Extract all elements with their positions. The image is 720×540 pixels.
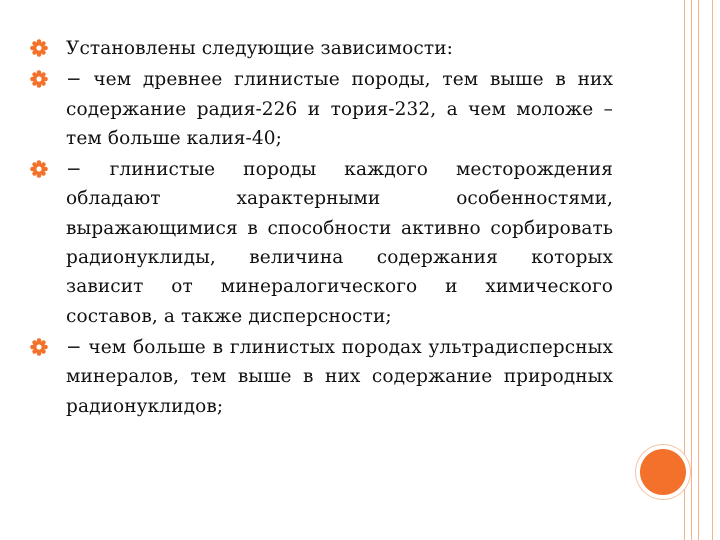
list-item — [28, 155, 613, 331]
gear-flower-icon — [28, 338, 50, 356]
list-item — [28, 34, 613, 63]
gear-flower-icon — [28, 70, 50, 88]
gear-flower-icon — [28, 160, 50, 178]
list-item-text: − чем древнее глинистые породы, тем выше в них содержание радия-226 и тория-232, а чем моложе – тем больше калия-40; — [66, 69, 613, 149]
decorative-circle — [640, 449, 686, 495]
list-item-text: − глинистые породы каждого месторождения обладают характерными особенностями, выражающимися в способности активно сорбировать радионуклиды, величина содержания которых зависит от минералогического и химического составов, а также дисперсности; — [66, 159, 613, 327]
list-item — [28, 65, 613, 153]
decorative-line — [712, 0, 713, 540]
decorative-line — [684, 0, 685, 540]
list-item-text: − чем больше в глинистых породах ультрадисперсных минералов, тем выше в них содержание природных радионуклидов; — [66, 336, 613, 417]
decorative-line — [691, 0, 692, 540]
list-item-text: Установлены следующие зависимости: — [66, 38, 453, 59]
bullet-list — [28, 34, 613, 423]
list-item — [28, 333, 613, 421]
decorative-line — [698, 0, 699, 540]
gear-flower-icon — [28, 39, 50, 57]
